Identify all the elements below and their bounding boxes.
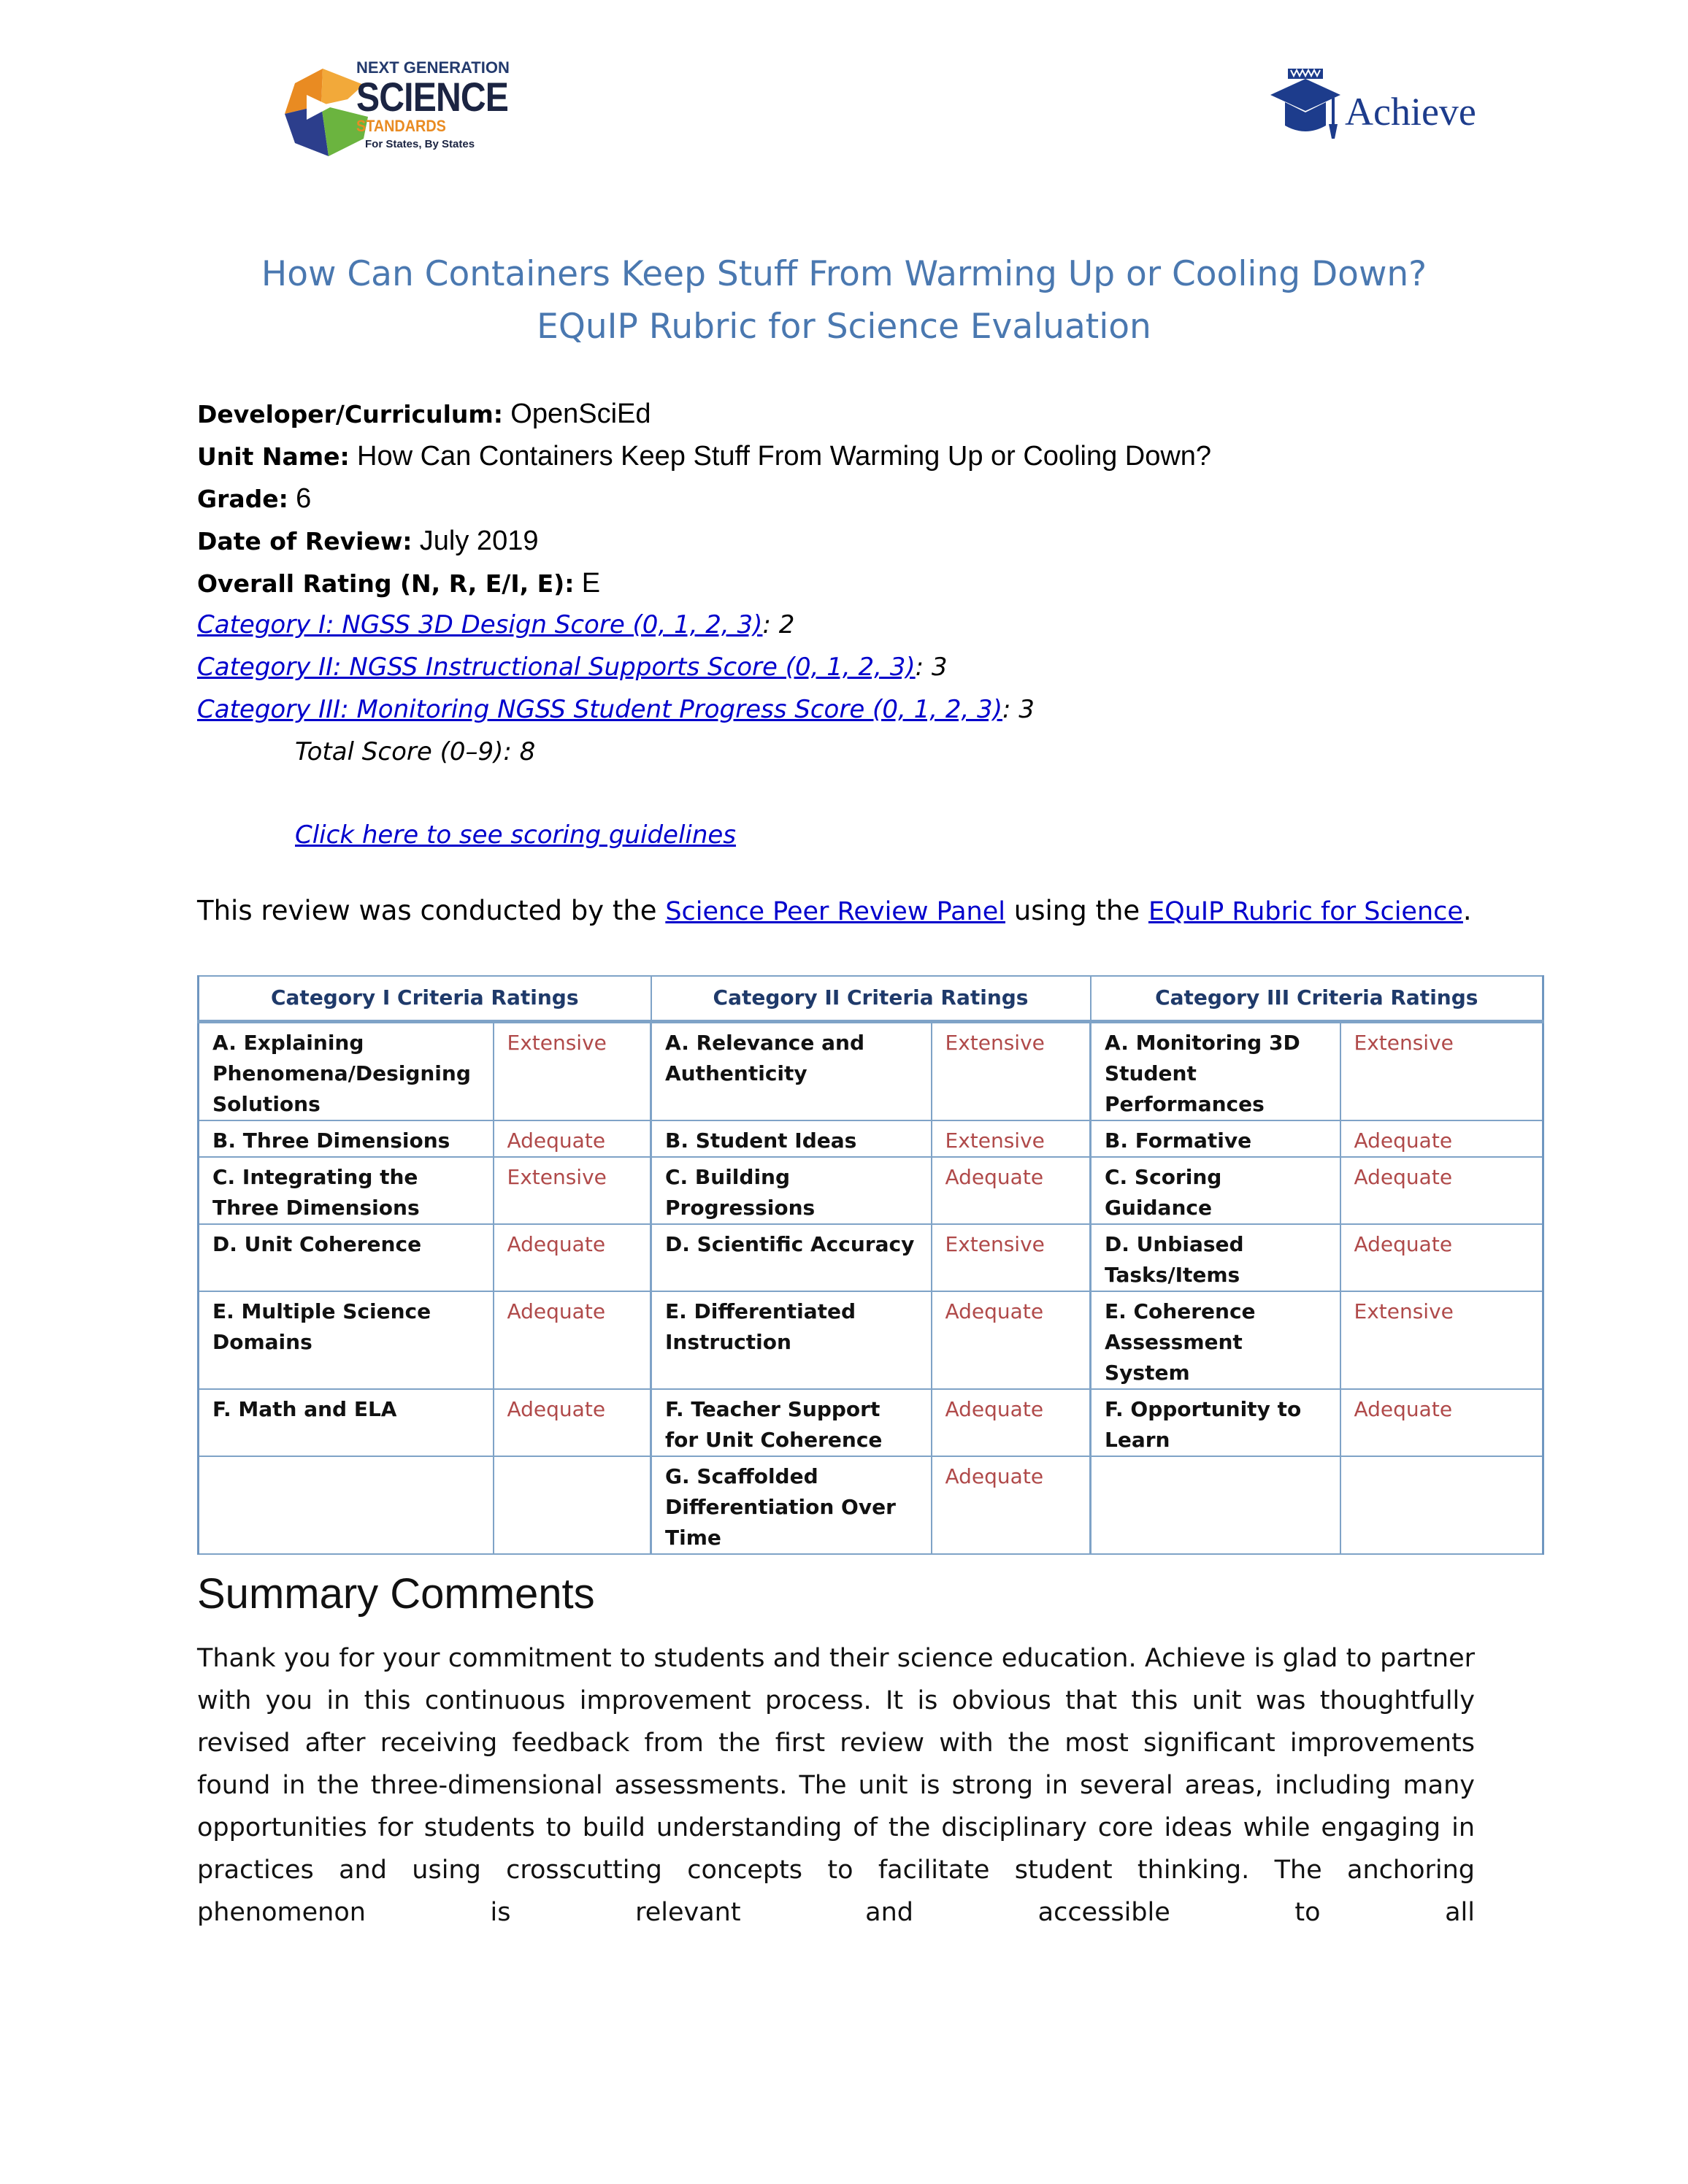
rating-cell — [494, 1456, 651, 1554]
category-2-score — [197, 653, 948, 682]
rating-cell: Adequate — [1340, 1120, 1543, 1157]
rating-cell: Extensive — [932, 1021, 1091, 1120]
category-3-link[interactable]: Category III: Monitoring NGSS Student Progress Score (0, 1, 2, 3) — [197, 695, 1002, 724]
overall-rating-label: Overall Rating (N, R, E/I, E): — [197, 569, 575, 598]
ngss-wordmark — [356, 58, 533, 153]
criterion-cell — [199, 1456, 494, 1554]
category-3-value: : 3 — [1002, 695, 1035, 724]
table-header: Category I Criteria Ratings — [199, 976, 651, 1021]
unit-label: Unit Name: — [197, 442, 350, 471]
rating-cell: Adequate — [1340, 1389, 1543, 1456]
scoring-guidelines-link[interactable]: Click here to see scoring guidelines — [295, 820, 737, 850]
date-value: July 2019 — [419, 526, 539, 556]
table-row — [199, 1291, 1543, 1389]
criterion-cell: G. Scaffolded Differentiation Over Time — [651, 1456, 932, 1554]
criterion-cell: A. Monitoring 3D Student Performances — [1091, 1021, 1340, 1120]
date-line — [197, 525, 538, 558]
rating-cell: Adequate — [932, 1157, 1091, 1224]
rating-cell — [1340, 1456, 1543, 1554]
criterion-cell: C. Building Progressions — [651, 1157, 932, 1224]
overall-rating-line — [197, 567, 600, 600]
table-row — [199, 1456, 1543, 1554]
category-2-link[interactable]: Category II: NGSS Instructional Supports Score (0, 1, 2, 3) — [197, 653, 916, 682]
criterion-cell: B. Three Dimensions — [199, 1120, 494, 1157]
category-1-score — [197, 610, 794, 639]
summary-body: Thank you for your commitment to students and their science education. Achieve is glad to partner with you in this continuous improvement process. It is obvious that this unit was thoughtfully revised after receiving feedback from the first review with the most significant improvements found in the three-dimensional assessments. The unit is strong in several areas, including many opportunities for students to build understanding of the disciplinary core ideas while engaging in practices and using crosscutting concepts to facilitate student thinking. The anchoring phenomenon is relevant and accessible to all — [197, 1644, 1475, 1927]
criterion-cell: E. Differentiated Instruction — [651, 1291, 932, 1389]
scoring-guidelines — [295, 820, 736, 850]
conducted-mid: using the — [1005, 895, 1148, 926]
ngss-line3: STANDARDS — [356, 117, 446, 135]
developer-value: OpenSciEd — [510, 399, 651, 429]
category-1-link[interactable]: Category I: NGSS 3D Design Score (0, 1, 2, 3) — [197, 610, 763, 639]
criteria-ratings-table — [197, 975, 1544, 1555]
rating-cell: Adequate — [932, 1389, 1091, 1456]
criterion-cell: E. Multiple Science Domains — [199, 1291, 494, 1389]
rating-cell: Adequate — [1340, 1157, 1543, 1224]
rating-cell: Extensive — [932, 1120, 1091, 1157]
graduation-cap-icon — [1269, 67, 1342, 143]
table-header: Category II Criteria Ratings — [651, 976, 1091, 1021]
peer-review-panel-link[interactable]: Science Peer Review Panel — [665, 897, 1005, 926]
summary-heading: Summary Comments — [197, 1570, 595, 1618]
table-header: Category III Criteria Ratings — [1091, 976, 1543, 1021]
table-row — [199, 1021, 1543, 1120]
grade-label: Grade: — [197, 485, 288, 513]
table-row — [199, 1224, 1543, 1291]
rating-cell: Adequate — [1340, 1224, 1543, 1291]
developer-line — [197, 398, 651, 431]
rating-cell: Adequate — [494, 1389, 651, 1456]
category-1-value: : 2 — [762, 610, 795, 639]
criterion-cell: D. Unbiased Tasks/Items — [1091, 1224, 1340, 1291]
rating-cell: Adequate — [494, 1224, 651, 1291]
criterion-cell: F. Teacher Support for Unit Coherence — [651, 1389, 932, 1456]
unit-value: How Can Containers Keep Stuff From Warming Up or Cooling Down? — [357, 441, 1212, 472]
table-row — [199, 1389, 1543, 1456]
ngss-logo — [277, 58, 510, 168]
rating-cell: Extensive — [932, 1224, 1091, 1291]
category-2-value: : 3 — [915, 653, 948, 682]
table-row — [199, 1157, 1543, 1224]
equip-rubric-link[interactable]: EQuIP Rubric for Science — [1148, 897, 1463, 926]
criterion-cell: C. Integrating the Three Dimensions — [199, 1157, 494, 1224]
category-3-score — [197, 695, 1035, 724]
page-title: How Can Containers Keep Stuff From Warming Up or Cooling Down? — [261, 254, 1427, 294]
criterion-cell: F. Math and ELA — [199, 1389, 494, 1456]
table-row — [199, 1120, 1543, 1157]
rating-cell: Extensive — [494, 1021, 651, 1120]
rating-cell: Adequate — [494, 1120, 651, 1157]
criterion-cell: B. Formative — [1091, 1120, 1340, 1157]
overall-rating-value: E — [581, 568, 601, 599]
date-label: Date of Review: — [197, 527, 413, 555]
ngss-line1: NEXT GENERATION — [356, 58, 510, 77]
table-header-row — [199, 976, 1543, 1021]
criterion-cell: E. Coherence Assessment System — [1091, 1291, 1340, 1389]
developer-label: Developer/Curriculum: — [197, 400, 503, 428]
criterion-cell: A. Relevance and Authenticity — [651, 1021, 932, 1120]
criterion-cell: D. Unit Coherence — [199, 1224, 494, 1291]
rating-cell: Adequate — [494, 1291, 651, 1389]
criterion-cell: B. Student Ideas — [651, 1120, 932, 1157]
achieve-logo — [1269, 67, 1481, 147]
page-subtitle: EQuIP Rubric for Science Evaluation — [537, 307, 1151, 347]
grade-line — [197, 482, 311, 515]
rating-cell: Adequate — [932, 1456, 1091, 1554]
criterion-cell: D. Scientific Accuracy — [651, 1224, 932, 1291]
unit-line — [197, 440, 1211, 473]
criterion-cell: C. Scoring Guidance — [1091, 1157, 1340, 1224]
review-conducted-statement — [197, 895, 1472, 926]
rating-cell: Adequate — [932, 1291, 1091, 1389]
total-score: Total Score (0–9): 8 — [295, 737, 536, 766]
conducted-post: . — [1462, 895, 1472, 926]
rating-cell: Extensive — [494, 1157, 651, 1224]
ngss-tagline: For States, By States — [365, 138, 475, 150]
criterion-cell: F. Opportunity to Learn — [1091, 1389, 1340, 1456]
criterion-cell: A. Explaining Phenomena/Designing Solutions — [199, 1021, 494, 1120]
grade-value: 6 — [296, 483, 312, 514]
criterion-cell — [1091, 1456, 1340, 1554]
achieve-wordmark: Achieve — [1345, 90, 1476, 134]
rating-cell: Extensive — [1340, 1291, 1543, 1389]
ngss-line2: SCIENCE — [356, 74, 509, 120]
rating-cell: Extensive — [1340, 1021, 1543, 1120]
conducted-pre: This review was conducted by the — [197, 895, 666, 926]
